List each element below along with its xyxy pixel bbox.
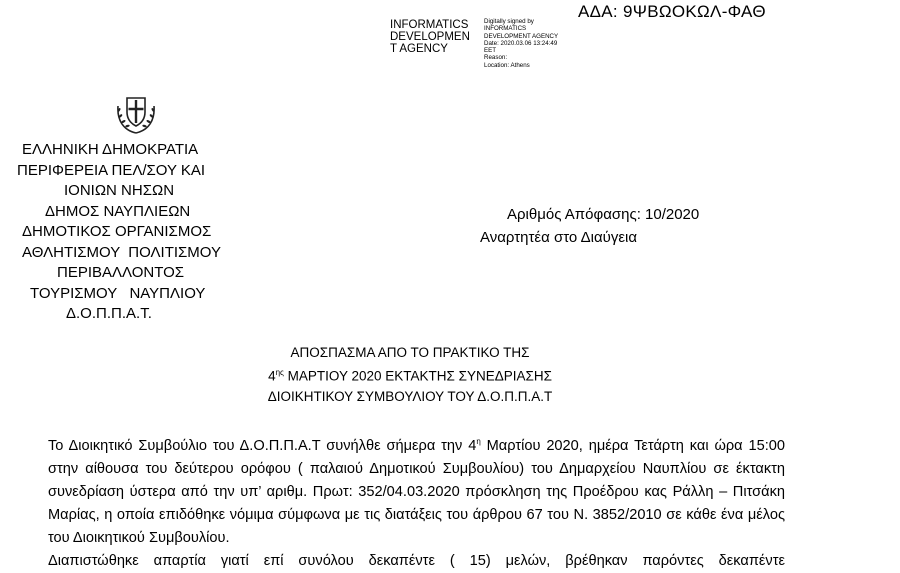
issuer-line: ΑΘΛΗΤΙΣΜΟΥ ΠΟΛΙΤΙΣΜΟΥ bbox=[22, 243, 221, 261]
signature-detail-line: Reason: bbox=[484, 54, 508, 62]
signature-detail-line: Location: Athens bbox=[484, 61, 530, 69]
document-body bbox=[48, 430, 785, 573]
title-line: ΑΠΟΣΠΑΣΜΑ ΑΠΟ ΤΟ ΠΡΑΚΤΙΚΟ ΤΗΣ bbox=[290, 345, 530, 360]
issuer-block bbox=[0, 140, 258, 325]
issuer-line: Δ.Ο.Π.Π.Α.Τ. bbox=[66, 305, 152, 322]
ordinal-suffix: η bbox=[476, 437, 481, 446]
posting-note: Αναρτητέα στο Διαύγεια bbox=[480, 229, 638, 246]
issuer-line: ΤΟΥΡΙΣΜΟΥ ΝΑΥΠΛΙΟΥ bbox=[30, 284, 206, 302]
issuer-line: ΔΗΜΟΤΙΚΟΣ ΟΡΓΑΝΙΣΜΟΣ bbox=[22, 223, 212, 240]
signature-detail-line: DEVELOPMENT AGENCY bbox=[484, 32, 559, 40]
digital-signature-details bbox=[484, 18, 594, 69]
decision-meta bbox=[480, 203, 780, 249]
issuer-line: ΠΕΡΙΒΑΛΛΟΝΤΟΣ bbox=[57, 264, 185, 281]
greek-coat-of-arms-icon bbox=[113, 90, 159, 136]
issuer-line: ΕΛΛΗΝΙΚΗ ΔΗΜΟΚΡΑΤΙΑ bbox=[22, 141, 199, 158]
document-title bbox=[230, 343, 590, 407]
body-paragraph: Διαπιστώθηκε απαρτία γιατί επί συνόλου δεκαπέντε ( 15) μελών, βρέθηκαν παρόντες δεκαπέντε bbox=[48, 552, 785, 569]
title-date-text: ΜΑΡΤΙΟΥ 2020 ΕΚΤΑΚΤΗΣ ΣΥΝΕΔΡΙΑΣΗΣ bbox=[283, 368, 552, 384]
signature-detail-line: EET bbox=[484, 47, 497, 55]
signature-detail-line: INFORMATICS bbox=[484, 25, 527, 33]
digital-signer-name bbox=[390, 19, 480, 55]
title-line: ΔΙΟΙΚΗΤΙΚΟΥ ΣΥΜΒΟΥΛΙΟΥ ΤΟΥ Δ.Ο.Π.Π.Α.Τ bbox=[267, 388, 553, 404]
signer-line: DEVELOPMEN bbox=[390, 31, 470, 43]
body-paragraph bbox=[48, 430, 785, 550]
issuer-line: ΙΟΝΙΩΝ ΝΗΣΩΝ bbox=[64, 182, 175, 199]
signature-detail-line: Date: 2020.03.06 13:24:49 bbox=[484, 39, 558, 47]
paragraph-text: Το Διοικητικό Συμβούλιο του Δ.Ο.Π.Π.Α.Τ συνήλθε σήμερα την 4 bbox=[48, 437, 477, 454]
signature-detail-line: Digitally signed by bbox=[484, 18, 534, 25]
decision-number: Αριθμός Απόφασης: 10/2020 bbox=[507, 206, 700, 223]
signer-line: T AGENCY bbox=[390, 43, 448, 55]
signer-line: INFORMATICS bbox=[390, 19, 469, 31]
issuer-line: ΔΗΜΟΣ ΝΑΥΠΛΙΕΩΝ bbox=[45, 202, 191, 220]
title-ordinal: ης bbox=[275, 368, 284, 377]
title-line bbox=[230, 363, 590, 387]
ada-code: ΑΔΑ: 9ΨΒΩΟΚΩΛ-ΦΑΘ bbox=[578, 2, 766, 21]
title-day: 4 bbox=[268, 368, 276, 384]
issuer-line: ΠΕΡΙΦΕΡΕΙΑ ΠΕΛ/ΣΟΥ ΚΑΙ bbox=[17, 161, 206, 179]
paragraph-text: Μαρτίου 2020, ημέρα Τετάρτη και ώρα 15:00 στην αίθουσα του δεύτερου ορόφου ( παλαιού Δημοτικού Συμβουλίου) του Δημαρχείου Ναυπλίου σε έκτακτη συνεδρίαση ύστερα από την υπ’ αριθμ. Πρωτ: 352/04.03.2020 πρόσκληση της Προέδρου κας Ράλλη – Πιτσάκη Μαρίας, η οποία επιδόθηκε νόμιμα σύμφωνα με τις διατάξεις του άρθρου 67 του Ν. 3852/2010 σε κάθε ένα μέλος του Διοικητικού Συμβουλίου. bbox=[48, 437, 785, 546]
